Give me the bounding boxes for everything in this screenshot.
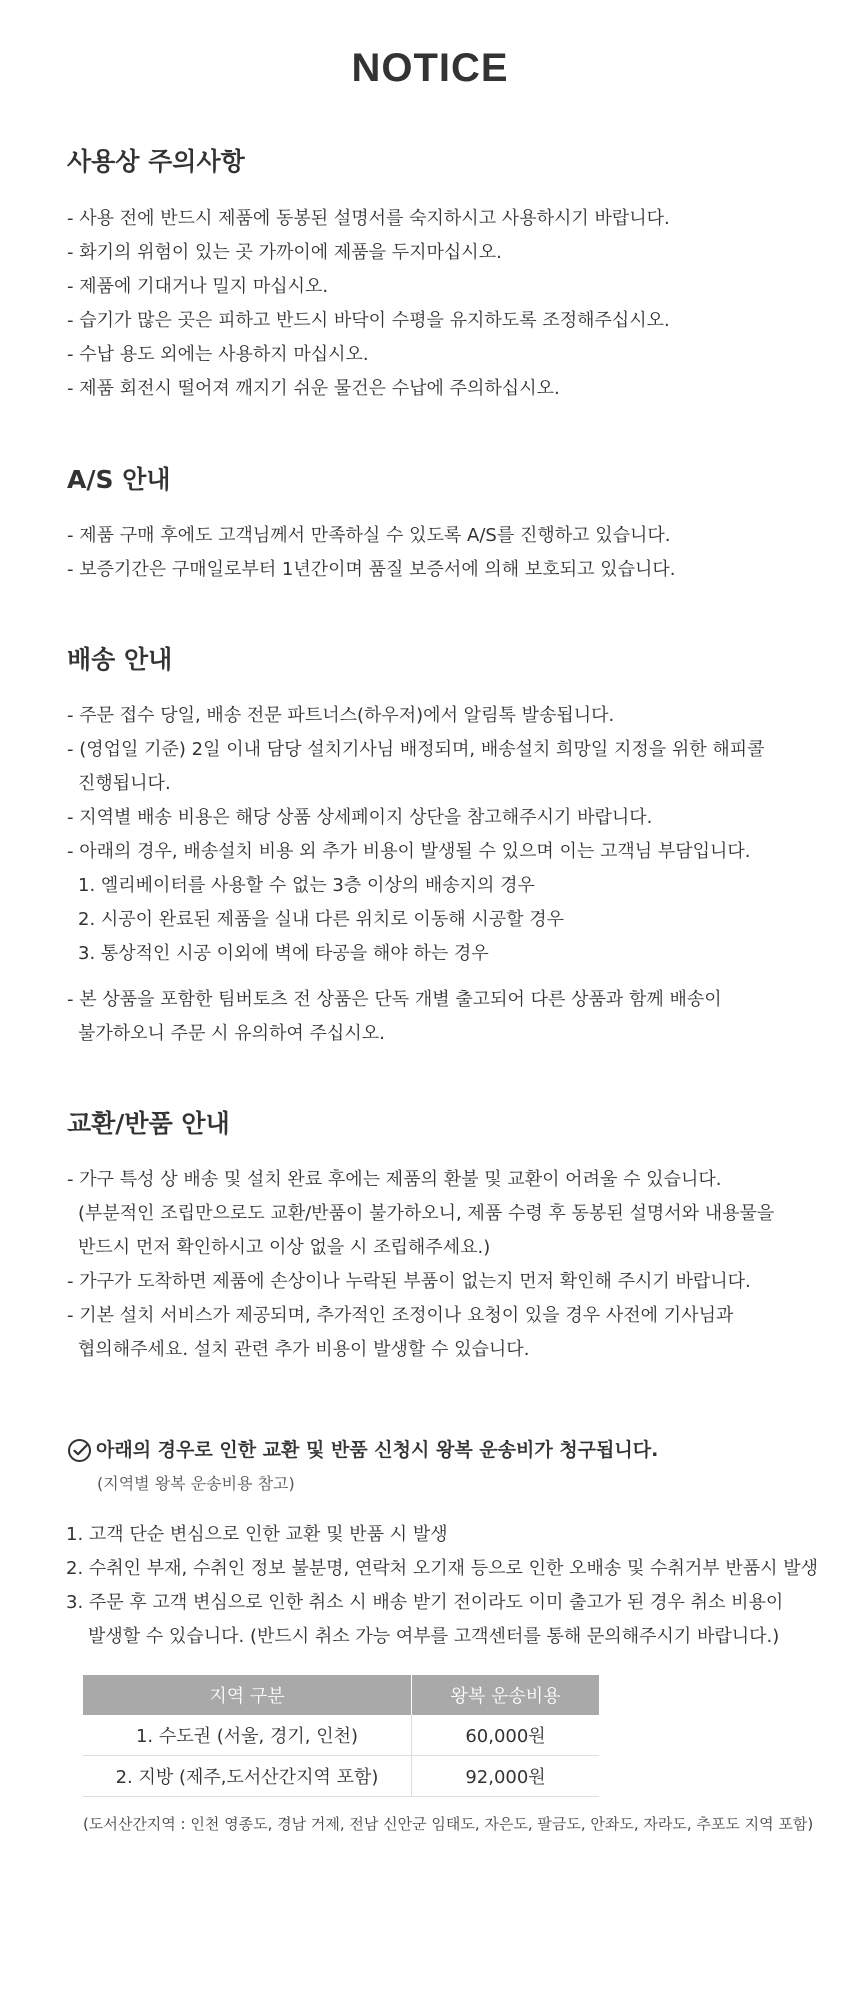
shipping-fee-notice [67, 1436, 658, 1464]
exchange-line: - 기본 설치 서비스가 제공되며, 추가적인 조정이나 요청이 있을 경우 사전에 기사님과 [67, 1305, 734, 1326]
table-header-row [83, 1675, 599, 1715]
delivery-line: 불가하오니 주문 시 유의하여 주십시오. [78, 1023, 385, 1044]
table-row [83, 1756, 599, 1797]
as-line: - 보증기간은 구매일로부터 1년간이며 품질 보증서에 의해 보호되고 있습니다. [67, 559, 676, 580]
delivery-line: - 아래의 경우, 배송설치 비용 외 추가 비용이 발생될 수 있으며 이는 고객님 부담입니다. [67, 841, 751, 862]
delivery-line: - (영업일 기준) 2일 이내 담당 설치기사님 배정되며, 배송설치 희망일 지정을 위한 해피콜 [67, 739, 765, 760]
usage-line: - 사용 전에 반드시 제품에 동봉된 설명서를 숙지하시고 사용하시기 바랍니다. [67, 208, 670, 229]
delivery-line: - 본 상품을 포함한 팀버토츠 전 상품은 단독 개별 출고되어 다른 상품과 함께 배송이 [67, 989, 722, 1010]
usage-line: - 습기가 많은 곳은 피하고 반드시 바닥이 수평을 유지하도록 조정해주십시오. [67, 310, 670, 331]
delivery-line: - 지역별 배송 비용은 해당 상품 상세페이지 상단을 참고해주시기 바랍니다. [67, 807, 653, 828]
cost-cell: 60,000원 [412, 1715, 600, 1756]
table-header-region: 지역 구분 [83, 1675, 412, 1715]
shipping-fee-heading: 아래의 경우로 인한 교환 및 반품 신청시 왕복 운송비가 청구됩니다. [96, 1439, 659, 1461]
region-cell: 1. 수도권 (서울, 경기, 인천) [83, 1715, 412, 1756]
check-circle-icon [67, 1438, 92, 1463]
as-heading: A/S 안내 [67, 465, 171, 494]
delivery-line: 진행됩니다. [78, 773, 171, 794]
shipping-fee-item: 3. 주문 후 고객 변심으로 인한 취소 시 배송 받기 전이라도 이미 출고가 된 경우 취소 비용이 [66, 1592, 784, 1613]
delivery-heading: 배송 안내 [67, 645, 173, 674]
usage-line: - 제품 회전시 떨어져 깨지기 쉬운 물건은 수납에 주의하십시오. [67, 378, 560, 399]
exchange-line: (부분적인 조립만으로도 교환/반품이 불가하오니, 제품 수령 후 동봉된 설명서와 내용물을 [78, 1203, 775, 1224]
usage-line: - 제품에 기대거나 밀지 마십시오. [67, 276, 329, 297]
table-row [83, 1715, 599, 1756]
shipping-fee-subheading: (지역별 왕복 운송비용 참고) [97, 1474, 295, 1493]
cost-cell: 92,000원 [412, 1756, 600, 1797]
as-line: - 제품 구매 후에도 고객님께서 만족하실 수 있도록 A/S를 진행하고 있습니다. [67, 525, 671, 546]
delivery-case: 3. 통상적인 시공 이외에 벽에 타공을 해야 하는 경우 [78, 943, 489, 964]
delivery-case: 2. 시공이 완료된 제품을 실내 다른 위치로 이동해 시공할 경우 [78, 909, 564, 930]
region-cell: 2. 지방 (제주,도서산간지역 포함) [83, 1756, 412, 1797]
delivery-case: 1. 엘리베이터를 사용할 수 없는 3층 이상의 배송지의 경우 [78, 875, 535, 896]
exchange-line: 협의해주세요. 설치 관련 추가 비용이 발생할 수 있습니다. [78, 1339, 530, 1360]
shipping-fee-item: 발생할 수 있습니다. (반드시 취소 가능 여부를 고객센터를 통해 문의해주시기 바랍니다.) [88, 1626, 780, 1647]
island-area-note: (도서산간지역 : 인천 영종도, 경남 거제, 전남 신안군 임태도, 자은도, 팔금도, 안좌도, 자라도, 추포도 지역 포함) [83, 1815, 814, 1833]
usage-line: - 화기의 위험이 있는 곳 가까이에 제품을 두지마십시오. [67, 242, 502, 263]
shipping-fee-item: 1. 고객 단순 변심으로 인한 교환 및 반품 시 발생 [66, 1524, 448, 1545]
delivery-line: - 주문 접수 당일, 배송 전문 파트너스(하우저)에서 알림톡 발송됩니다. [67, 705, 615, 726]
exchange-heading: 교환/반품 안내 [67, 1109, 230, 1138]
table-header-cost: 왕복 운송비용 [412, 1675, 600, 1715]
shipping-fee-table [83, 1675, 599, 1797]
exchange-line: - 가구가 도착하면 제품에 손상이나 누락된 부품이 없는지 먼저 확인해 주시기 바랍니다. [67, 1271, 751, 1292]
usage-heading: 사용상 주의사항 [67, 147, 245, 176]
usage-line: - 수납 용도 외에는 사용하지 마십시오. [67, 344, 369, 365]
shipping-fee-item: 2. 수취인 부재, 수취인 정보 불분명, 연락처 오기재 등으로 인한 오배송 및 수취거부 반품시 발생 [66, 1558, 819, 1579]
exchange-line: 반드시 먼저 확인하시고 이상 없을 시 조립해주세요.) [78, 1237, 491, 1258]
exchange-line: - 가구 특성 상 배송 및 설치 완료 후에는 제품의 환불 및 교환이 어려울 수 있습니다. [67, 1169, 722, 1190]
page-title: NOTICE [351, 46, 509, 90]
